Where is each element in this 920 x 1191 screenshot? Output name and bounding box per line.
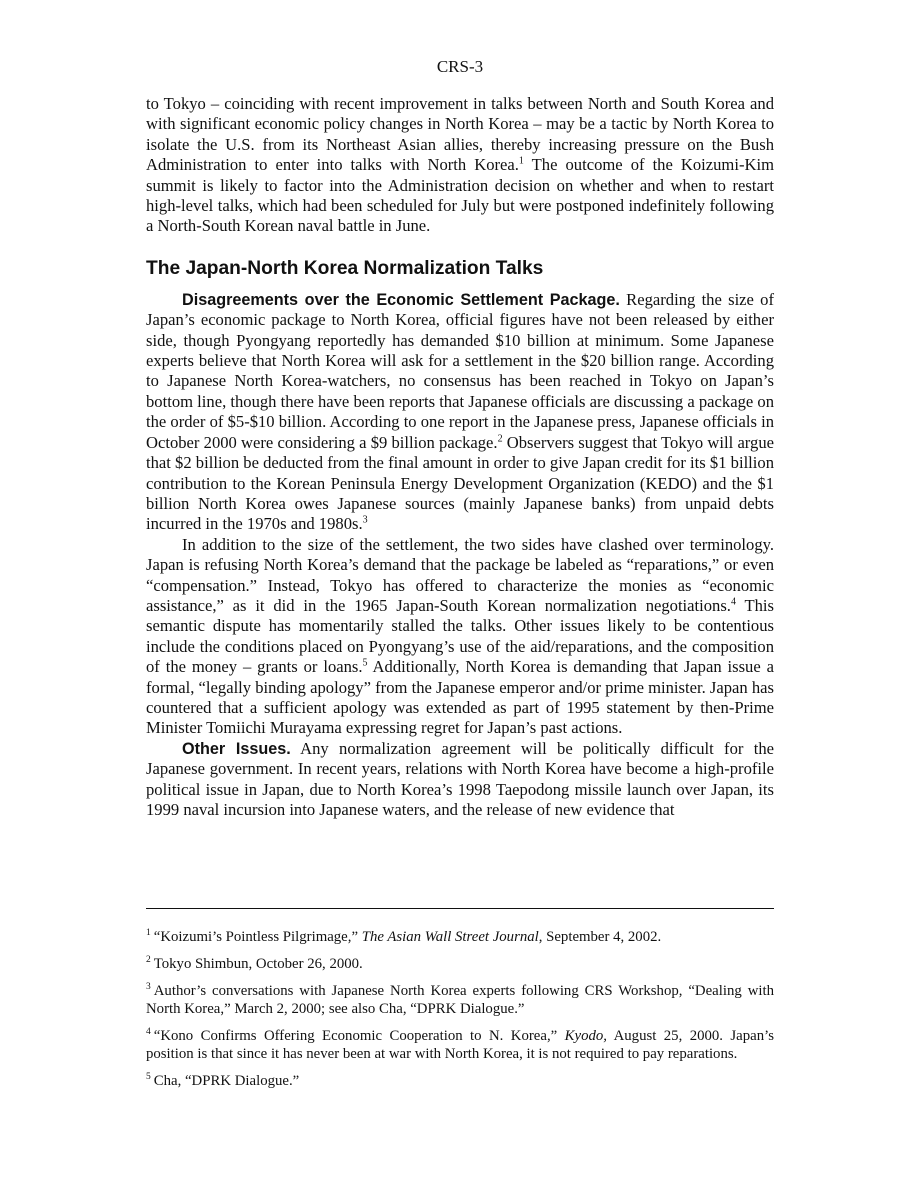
intro-text-b: The outcome of the Koizumi-Kim summit is likely to factor into the Administration decision on whether and when to restart high-level talks, which had been scheduled for July but were postponed indefinitely following a North-South Korean naval battle in June. — [146, 155, 774, 236]
settlement-text-a: Regarding the size of Japan’s economic package to North Korea, official figures have not been released by either side, though Pyongyang reportedly has demanded $10 billion at minimum. Some Japanese experts believe that North Korea will ask for a settlement in the $20 billion range. According to Japanese North Korea-watchers, no consensus has been reached in Tokyo on Japan’s bottom line, though there have been reports that Japanese officials are discussing a package on the order of $5-$10 billion. According to one report in the Japanese press, Japanese officials in October 2000 were considering a $9 billion package. — [146, 289, 774, 452]
footnote-ref-2[interactable]: 2 — [497, 433, 503, 445]
footnote-text-end: August 25, 2000. Japan’s position is that since it has never been at war with North Korea, it is not required to pay reparations. — [146, 1028, 774, 1062]
terminology-text-c: Additionally, North Korea is demanding that Japan issue a formal, “legally binding apology” from the Japanese emperor and/or prime minister. Japan has countered that a sufficient apology was extended as part of 1995 statement by then-Prime Minister Tomiichi Murayama expressing regret for Japan’s past actions. — [146, 657, 774, 738]
footnote-ref-5[interactable]: 5 — [362, 657, 368, 669]
body-text — [146, 94, 774, 820]
footnote-2 — [146, 955, 774, 973]
footnote-mark: 1 — [146, 928, 151, 939]
footnotes — [146, 928, 774, 1099]
settlement-paragraph — [146, 290, 774, 535]
footnote-text: Tokyo Shimbun, October 26, 2000. — [153, 956, 363, 972]
footnote-italic-text: Kyodo, — [564, 1028, 607, 1044]
settlement-text-b: Observers suggest that Tokyo will argue that $2 billion be deducted from the final amount in order to give Japan credit for its $1 billion contribution to the Korean Peninsula Energy Development Organization (KEDO) and the $1 billion North Korea owes Japanese sources (mainly Japanese banks) from unpaid debts incurred in the 1970s and 1980s. — [146, 432, 774, 534]
intro-paragraph — [146, 94, 774, 237]
footnote-text: Author’s conversations with Japanese North Korea experts following CRS Workshop, “Dealing with North Korea,” March 2, 2000; see also Cha, “DPRK Dialogue.” — [146, 983, 774, 1017]
settlement-run-in-heading: Disagreements over the Economic Settlement Package. — [182, 290, 620, 309]
footnote-text: “Koizumi’s Pointless Pilgrimage,” — [153, 929, 362, 945]
footnote-mark: 3 — [146, 982, 151, 993]
other-issues-run-in-heading: Other Issues. — [182, 739, 291, 758]
footnote-divider — [146, 908, 774, 909]
footnote-text: Cha, “DPRK Dialogue.” — [153, 1073, 300, 1089]
terminology-paragraph — [146, 535, 774, 739]
terminology-text-b: This semantic dispute has momentarily stalled the talks. Other issues likely to be contentious include the conditions placed on Pyongyang’s use of the aid/reparations, and the composition of the money – grants or loans. — [146, 595, 774, 677]
footnote-3 — [146, 982, 774, 1018]
footnote-mark: 4 — [146, 1027, 151, 1038]
footnote-ref-3[interactable]: 3 — [362, 514, 368, 526]
other-issues-paragraph — [146, 739, 774, 821]
page-number: CRS-3 — [436, 57, 484, 76]
section-heading: The Japan-North Korea Normalization Talks — [146, 257, 544, 279]
footnote-text: “Kono Confirms Offering Economic Cooperation to N. Korea,” — [153, 1028, 565, 1044]
footnote-5 — [146, 1072, 774, 1090]
footnote-4 — [146, 1027, 774, 1063]
intro-text-a: to Tokyo – coinciding with recent improvement in talks between North and South Korea and with significant economic policy changes in North Korea – may be a tactic by North Korea to isolate the U.S. from its Northeast Asian allies, thereby increasing pressure on the Bush Administration to enter into talks with North Korea. — [146, 94, 774, 175]
footnote-mark: 5 — [146, 1072, 151, 1083]
footnote-text-end: , September 4, 2002. — [538, 929, 662, 945]
footnote-ref-1[interactable]: 1 — [518, 155, 524, 167]
footnote-mark: 2 — [146, 955, 151, 966]
terminology-text-a: In addition to the size of the settlement, the two sides have clashed over terminology. Japan is refusing North Korea’s demand that the package be labeled as “reparations,” or even “compensation.” Instead, Tokyo has offered to characterize the monies as “economic assistance,” as it did in the 1965 Japan-South Korean normalization negotiations. — [146, 534, 774, 615]
other-issues-text: Any normalization agreement will be politically difficult for the Japanese government. In recent years, relations with North Korea have become a high-profile political issue in Japan, due to North Korea’s 1998 Taepodong missile launch over Japan, its 1999 naval incursion into Japanese waters, and the release of new evidence that — [146, 738, 774, 819]
footnote-1 — [146, 928, 774, 946]
footnote-ref-4[interactable]: 4 — [730, 596, 736, 608]
footnote-italic-text: The Asian Wall Street Journal — [361, 929, 539, 945]
